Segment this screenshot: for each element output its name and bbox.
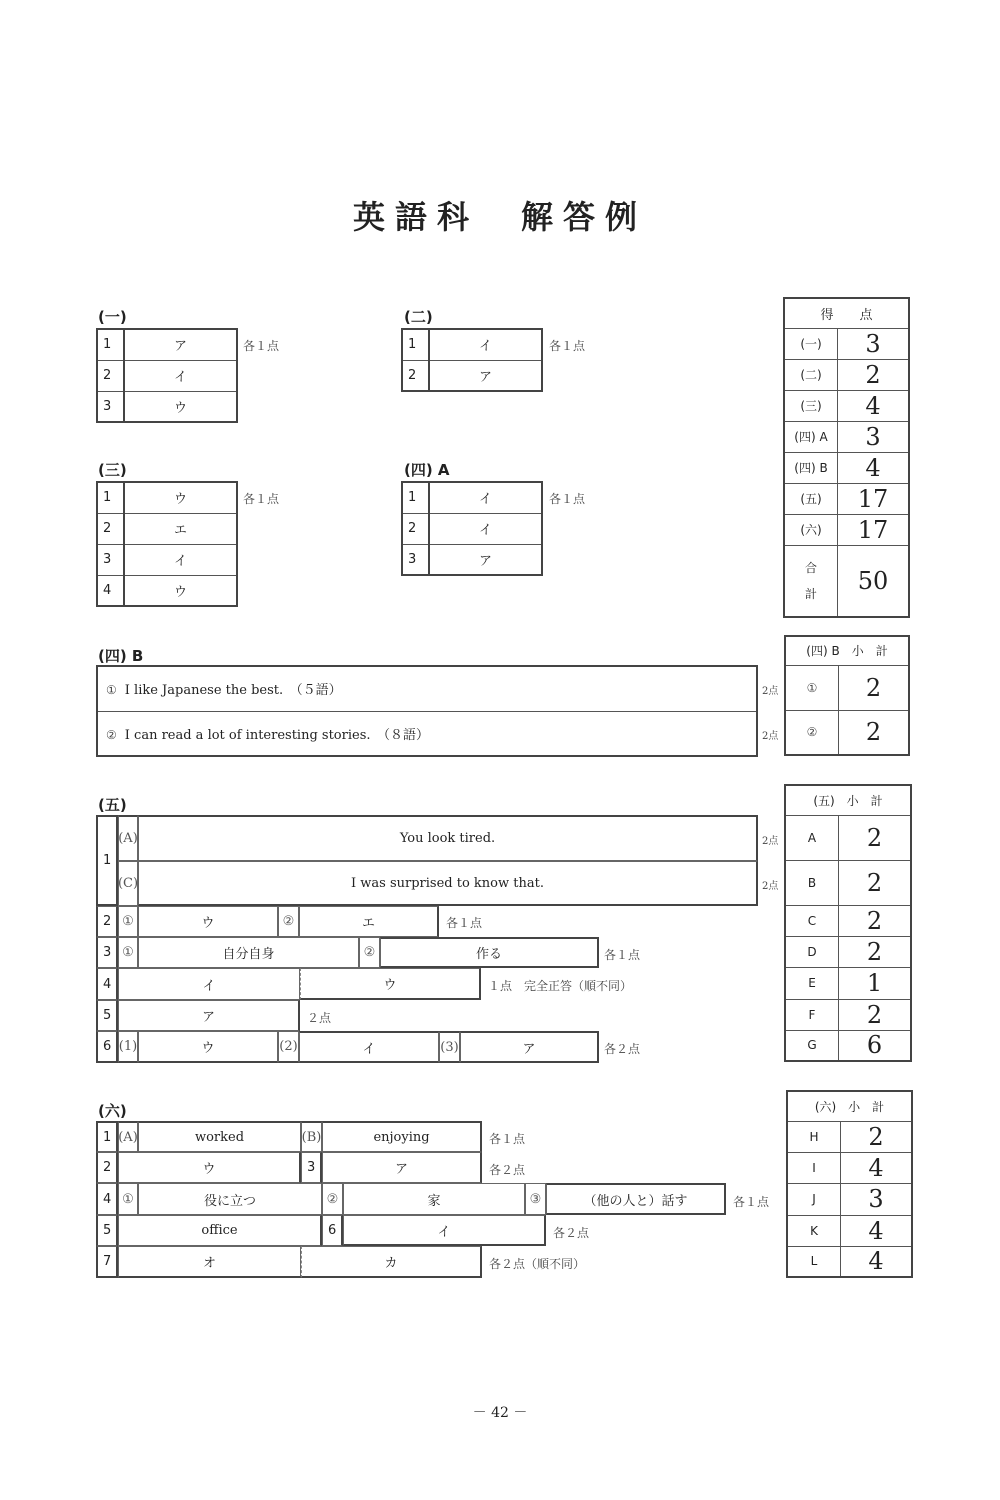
item-marker: ② (322, 1183, 343, 1215)
answer: オ (118, 1246, 301, 1278)
answer: イ (429, 482, 542, 513)
answer: office (118, 1215, 322, 1246)
item-marker: (B) (301, 1121, 322, 1152)
answer: ウ (138, 906, 278, 937)
subtotal-value: 4 (841, 1246, 913, 1277)
item-marker: (C) (118, 861, 138, 906)
q-num: 1 (96, 1121, 118, 1152)
item-marker: (A) (118, 1121, 138, 1152)
answer: イ (124, 544, 237, 575)
score-value: 17 (838, 514, 910, 545)
page-title: 英語科 解答例 (352, 198, 647, 236)
subtotal-value: 2 (839, 936, 912, 967)
points-note: 2点 (762, 836, 779, 847)
q-num: 2 (96, 1152, 118, 1183)
answer: イ (429, 513, 542, 544)
answer: 自分自身 (138, 937, 359, 968)
answer: ウ (124, 391, 237, 422)
subtotal-label: A (785, 815, 839, 860)
q-num: 2 (402, 360, 429, 391)
answer: イ (124, 360, 237, 391)
points-note: １点 完全正答（順不同） (488, 979, 633, 993)
subtotal-value: 2 (839, 815, 912, 860)
total-label: 合 (804, 560, 817, 575)
answer: ウ (300, 968, 481, 1000)
score-label: (三) (784, 390, 838, 421)
q-num: 3 (96, 937, 118, 968)
answer: I like Japanese the best. （５語） (124, 683, 342, 699)
score-label: (四) A (784, 421, 838, 452)
q-num: 5 (96, 1000, 118, 1031)
answer: カ (301, 1246, 482, 1278)
answer-grid-6 (96, 1121, 726, 1278)
answer: イ (343, 1215, 546, 1246)
answer: （他の人と）話す (546, 1183, 726, 1215)
item-marker: ③ (525, 1183, 546, 1215)
answer: You look tired. (138, 815, 758, 861)
q-num: 3 (301, 1152, 322, 1183)
subtotal-value: 4 (841, 1215, 913, 1246)
subtotal-label: K (787, 1215, 841, 1246)
q-num: 4 (96, 1183, 118, 1215)
score-label: (二) (784, 359, 838, 390)
section-label-5: (五) (98, 796, 127, 814)
q-num: 2 (96, 906, 118, 937)
q-num: 4 (97, 575, 124, 606)
q-num: 3 (402, 544, 429, 575)
subtotal-value: 2 (839, 665, 910, 710)
answer: enjoying (322, 1121, 482, 1152)
q-num: 3 (97, 391, 124, 422)
q-num: 2 (97, 360, 124, 391)
section-label-4b: (四) B (98, 647, 144, 665)
score-label: (一) (784, 328, 838, 359)
subtotal-header: (四) B 小 計 (785, 636, 909, 665)
subtotal-label: I (787, 1152, 841, 1183)
answer-grid-5 (96, 815, 758, 1063)
item-marker: (3) (439, 1031, 460, 1063)
subtotal-value: 3 (841, 1183, 913, 1215)
answer-table-4a (401, 481, 543, 576)
q-num: 1 (402, 329, 429, 360)
section-label-3: (三) (98, 461, 127, 479)
points-note: 2点 (762, 731, 779, 742)
subtotal-value: 2 (839, 905, 912, 936)
score-value: 3 (838, 328, 910, 359)
item-marker: ① (106, 683, 117, 698)
item-marker: (A) (118, 815, 138, 861)
subtotal-value: 4 (841, 1152, 913, 1183)
item-marker: (2) (278, 1031, 299, 1063)
points-note: 各１点 (549, 492, 586, 506)
answer: ウ (124, 482, 237, 513)
subtotal-table-4b (784, 635, 910, 756)
score-value: 4 (838, 452, 910, 483)
score-table (783, 297, 910, 618)
item-marker: ② (278, 906, 299, 937)
subtotal-label: E (785, 967, 839, 999)
q-num: 5 (96, 1215, 118, 1246)
subtotal-label: H (787, 1121, 841, 1152)
subtotal-value: 1 (839, 967, 912, 999)
answer: ウ (138, 1031, 278, 1063)
answer: イ (299, 1031, 439, 1063)
subtotal-value: 2 (839, 999, 912, 1030)
q-num: 1 (96, 815, 118, 906)
q-num: 4 (96, 968, 118, 1000)
subtotal-table-6 (786, 1090, 913, 1278)
subtotal-label: L (787, 1246, 841, 1277)
answer: ア (429, 360, 542, 391)
q-num: 3 (97, 544, 124, 575)
item-marker: (1) (118, 1031, 138, 1063)
answer: 家 (343, 1183, 525, 1215)
score-label: (四) B (784, 452, 838, 483)
answer: ウ (124, 575, 237, 606)
section-label-1: (一) (98, 308, 127, 326)
subtotal-label: ② (785, 710, 839, 755)
answer-table-2 (401, 328, 543, 392)
answer: エ (299, 906, 439, 937)
q-num: 7 (96, 1246, 118, 1278)
item-marker: ① (118, 937, 138, 968)
points-note: 2点 (762, 686, 779, 697)
answer: ア (118, 1000, 300, 1031)
subtotal-label: J (787, 1183, 841, 1215)
subtotal-label: G (785, 1030, 839, 1061)
points-note: 各２点 (553, 1226, 590, 1240)
section-label-4a: (四) A (404, 461, 450, 479)
answer-table-4b (96, 665, 758, 757)
subtotal-value: 2 (839, 860, 912, 905)
points-note: 各２点 (604, 1042, 641, 1056)
q-num: 6 (322, 1215, 343, 1246)
subtotal-label: C (785, 905, 839, 936)
total-score: 50 (838, 545, 910, 617)
points-note: 各１点 (733, 1195, 770, 1209)
subtotal-header: (六) 小 計 (787, 1091, 912, 1121)
points-note: 2点 (762, 881, 779, 892)
answer: エ (124, 513, 237, 544)
answer: ア (429, 544, 542, 575)
item-marker: ① (118, 1183, 138, 1215)
answer: ウ (118, 1152, 301, 1183)
score-label: (五) (784, 483, 838, 514)
score-header: 得 点 (784, 298, 909, 328)
answer: イ (118, 968, 300, 1000)
answer: イ (429, 329, 542, 360)
points-note: 各２点 (489, 1163, 526, 1177)
points-note: 各１点 (549, 339, 586, 353)
subtotal-value: 2 (839, 710, 910, 755)
answer: I was surprised to know that. (138, 861, 758, 906)
points-note: ２点 (307, 1011, 332, 1025)
subtotal-label: F (785, 999, 839, 1030)
answer: ア (460, 1031, 599, 1063)
answer: 作る (380, 937, 599, 968)
score-value: 2 (838, 359, 910, 390)
page-number: － 42 － (472, 1405, 528, 1421)
score-value: 4 (838, 390, 910, 421)
answer-table-1 (96, 328, 238, 423)
q-num: 1 (97, 329, 124, 360)
answer-table-3 (96, 481, 238, 607)
q-num: 2 (402, 513, 429, 544)
subtotal-label: ① (785, 665, 839, 710)
subtotal-value: 6 (839, 1030, 912, 1061)
answer: 役に立つ (138, 1183, 322, 1215)
points-note: 各１点 (604, 948, 641, 962)
subtotal-value: 2 (841, 1121, 913, 1152)
subtotal-header: (五) 小 計 (785, 785, 911, 815)
points-note: 各１点 (446, 916, 483, 930)
answer: I can read a lot of interesting stories. （８語） (124, 727, 430, 743)
q-num: 2 (97, 513, 124, 544)
subtotal-table-5 (784, 784, 912, 1062)
section-label-6: (六) (98, 1102, 127, 1120)
item-marker: ① (118, 906, 138, 937)
points-note: 各１点 (489, 1132, 526, 1146)
answer: ア (322, 1152, 482, 1183)
score-value: 3 (838, 421, 910, 452)
section-label-2: (二) (404, 308, 433, 326)
total-label: 計 (804, 586, 817, 601)
q-num: 6 (96, 1031, 118, 1063)
points-note: 各２点（順不同） (489, 1257, 586, 1271)
answer: ア (124, 329, 237, 360)
subtotal-label: D (785, 936, 839, 967)
item-marker: ② (359, 937, 380, 968)
answer: worked (138, 1121, 301, 1152)
q-num: 1 (402, 482, 429, 513)
points-note: 各１点 (243, 492, 280, 506)
points-note: 各１点 (243, 339, 280, 353)
score-value: 17 (838, 483, 910, 514)
subtotal-label: B (785, 860, 839, 905)
score-label: (六) (784, 514, 838, 545)
q-num: 1 (97, 482, 124, 513)
item-marker: ② (106, 727, 117, 742)
